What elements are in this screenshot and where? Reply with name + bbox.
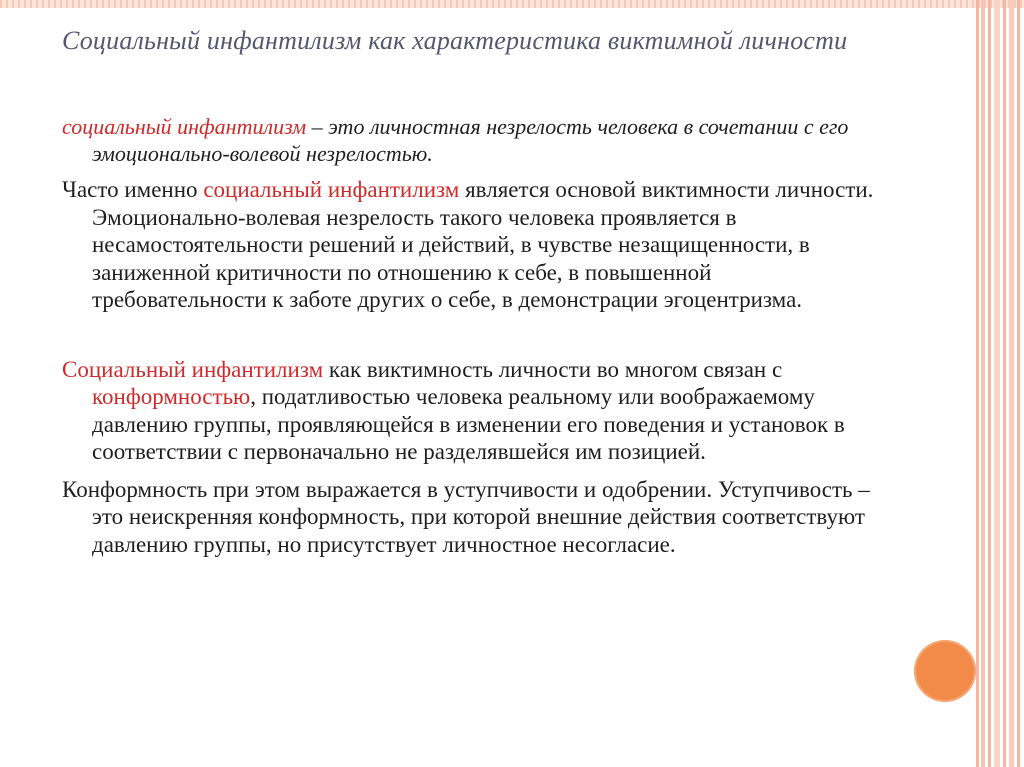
paragraph-text: является основой виктимности личности. Эмоционально-волевая незрелость такого человека проявляется в несамостоятельности решений и действий, в чувстве незащищенности, в заниженной критичности по отношению к себе, в повышенной требовательности к заботе других о себе, в демонстрации эгоцентризма. xyxy=(92,177,874,312)
paragraph-text: Конформность при этом выражается в уступчивости и одобрении. Уступчивость – это неискренняя конформность, при которой внешние действия соответствуют давлению группы, но присутствует личностное несогласие. xyxy=(62,476,870,557)
right-decorative-stripe xyxy=(976,0,979,767)
paragraph-spacer xyxy=(62,314,882,356)
definition-paragraph xyxy=(62,114,882,167)
right-decorative-stripe xyxy=(1003,0,1006,767)
right-decorative-stripe xyxy=(988,0,991,767)
slide-body xyxy=(62,114,882,558)
paragraph-text: , податливостью человека реальному или воображаемому давлению группы, проявляющейся в изменении его поведения и установок в соответствии с первоначально не разделявшейся им позицией. xyxy=(92,384,845,464)
paragraph-text: – это личностная незрелость человека в сочетании с его эмоционально-волевой незрелостью. xyxy=(92,114,849,166)
highlight-term: Социальный инфантилизм xyxy=(62,356,324,382)
top-decorative-band xyxy=(0,0,1024,8)
right-decorative-stripe xyxy=(1009,0,1014,767)
slide-title: Социальный инфантилизм как характеристика виктимной личности xyxy=(62,26,848,55)
compliance-paragraph xyxy=(62,476,882,559)
highlight-term: социальный инфантилизм xyxy=(62,114,307,139)
conformity-paragraph xyxy=(62,356,882,466)
right-decorative-stripe xyxy=(1017,0,1020,767)
paragraph-middle: как виктимность личности во многом связан с xyxy=(323,356,783,382)
paragraph-prefix: Часто именно xyxy=(62,177,204,202)
right-decorative-stripe xyxy=(994,0,1000,767)
orange-accent-circle xyxy=(914,640,976,702)
basis-paragraph xyxy=(62,176,882,314)
right-decorative-stripe xyxy=(981,0,985,767)
highlight-term-conformity: конформностью xyxy=(92,384,251,409)
highlight-term: социальный инфантилизм xyxy=(203,177,460,202)
